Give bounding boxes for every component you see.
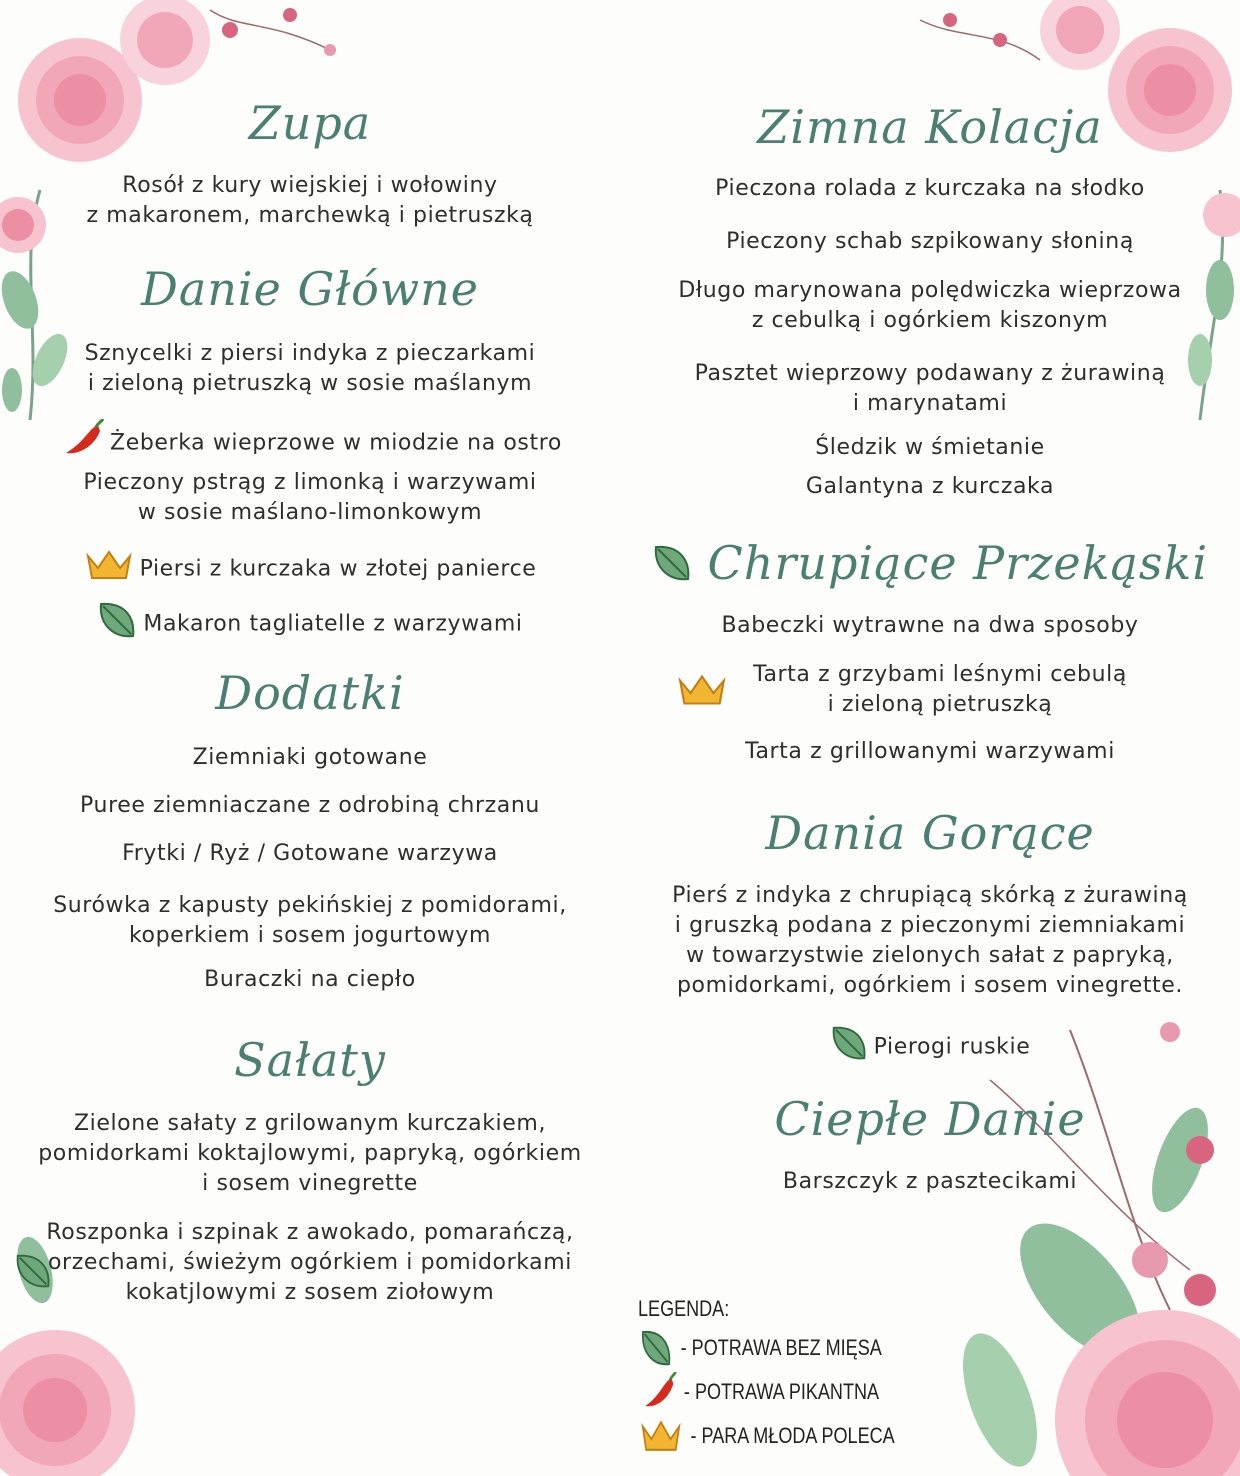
menu-item: Frytki / Ryż / Gotowane warzywa [122,841,498,866]
menu-item: Makaron tagliatelle z warzywami [0,600,620,649]
legend-title: LEGENDA: [638,1296,730,1321]
leaf-icon [830,1024,868,1071]
leaf-icon [97,600,137,649]
menu-item: Sznycelki z piersi indyka z pieczarkami i zieloną pietruszką w sosie maślanym [84,341,536,396]
menu-item: Galantyna z kurczaka [805,474,1055,499]
menu-item: Tarta z grillowanymi warzywami [745,739,1115,764]
legend-spicy: - POTRAWA PIKANTNA [638,1370,900,1414]
menu-item: Żeberka wieprzowe w miodzie na ostro [0,419,620,468]
menu-item: Pieczona rolada z kurczaka na słodko [715,176,1145,201]
right-column [620,0,1240,1476]
menu-item: Pieczony pstrąg z limonką i warzywami w sosie maślano-limonkowym [83,470,537,525]
menu-item: Rosół z kury wiejskiej i wołowiny z makaronem, marchewką i pietruszką [86,173,534,228]
section-title-cieple-danie: Ciepłe Danie [774,1092,1086,1146]
menu-item: Ziemniaki gotowane [192,745,428,770]
legend-no-meat: - POTRAWA BEZ MIĘSA [638,1326,900,1370]
menu-item: Pasztet wieprzowy podawany z żurawiną i marynatami [694,361,1166,416]
menu-item: Puree ziemniaczane z odrobiną chrzanu [80,793,540,818]
leaf-icon [652,540,708,594]
section-title-zimna-kolacja: Zimna Kolacja [757,100,1103,154]
menu-item: Pieczony schab szpikowany słoniną [726,229,1134,254]
crown-icon [638,1418,684,1454]
leaf-icon [14,1252,52,1294]
menu-item: Roszponka i szpinak z awokado, pomarańczą, orzechami, świeżym ogórkiem i pomidorkami kokatjlowymi z sosem ziołowym [46,1220,574,1305]
section-title-zupa: Zupa [248,96,372,150]
menu-item: Pierś z indyka z chrupiącą skórką z żurawiną i gruszką podana z pieczonymi ziemniakami w towarzystwie zielonych sałat z papryką, pomidorkami, ogórkiem i sosem vinegrette. [672,883,1188,998]
menu-item: Piersi z kurczaka w złotej panierce [0,548,620,591]
chili-icon [638,1372,677,1412]
section-title-chrupiace: Chrupiące Przekąski [620,536,1240,594]
leaf-icon [638,1328,674,1368]
chili-icon [58,419,104,468]
menu-item: Barszczyk z pasztecikami [782,1169,1078,1194]
menu-item: Surówka z kapusty pekińskiej z pomidorami, koperkiem i sosem jogurtowym [53,893,567,948]
menu-item: Długo marynowana polędwiczka wieprzowa z cebulką i ogórkiem kiszonym [678,278,1182,333]
menu-item: Zielone sałaty z grilowanym kurczakiem, pomidorkami koktajlowymi, papryką, ogórkiem i sosem vinegrette [38,1111,582,1196]
section-title-dodatki: Dodatki [215,666,405,720]
menu-item: Babeczki wytrawne na dwa sposoby [721,613,1139,638]
crown-icon [84,548,134,591]
menu-item: Śledzik w śmietanie [815,435,1045,460]
legend [638,1292,900,1458]
menu-item: Tarta z grzybami leśnymi cebulą i zieloną pietruszką [753,662,1127,717]
section-title-danie-glowne: Danie Główne [140,262,480,316]
menu-item: Pierogi ruskie [620,1024,1240,1071]
legend-recommended: - PARA MŁODA POLECA [638,1414,900,1458]
menu-item: Buraczki na ciepło [204,967,416,992]
crown-icon [676,672,728,712]
section-title-dania-gorace: Dania Gorące [765,806,1095,860]
section-title-salaty: Sałaty [234,1033,386,1087]
